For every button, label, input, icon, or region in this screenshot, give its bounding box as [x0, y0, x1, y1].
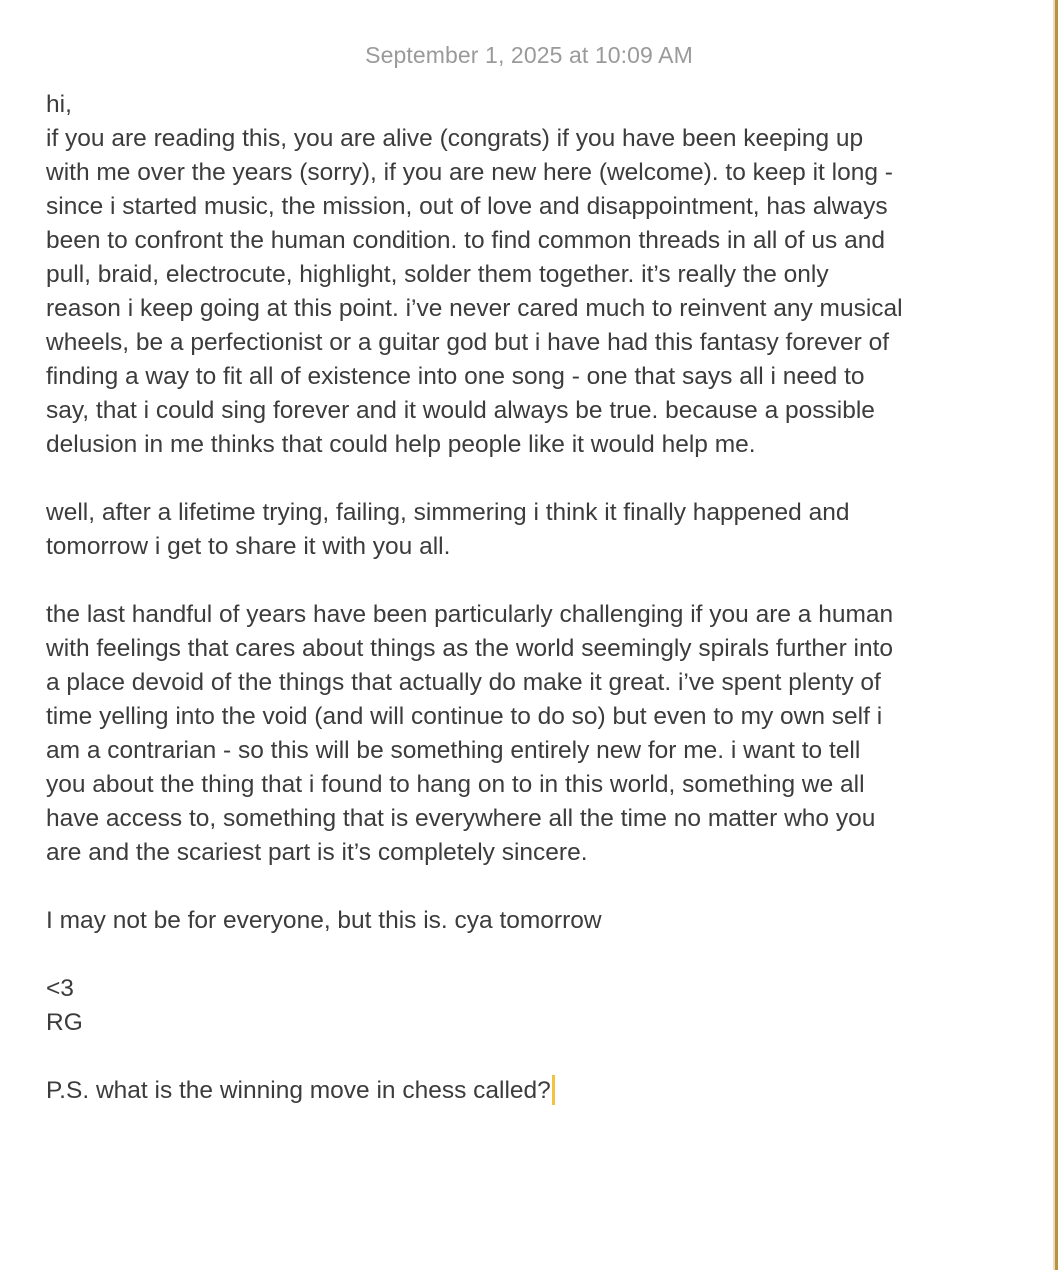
postscript-text: P.S. what is the winning move in chess called? — [46, 1077, 551, 1104]
signoff-heart: <3 — [46, 975, 74, 1002]
note-line: finding a way to fit all of existence into one song - one that says all i need to — [46, 363, 865, 390]
note-line: the last handful of years have been particularly challenging if you are a human — [46, 601, 894, 628]
note-line: been to confront the human condition. to find common threads in all of us and — [46, 227, 885, 254]
note-line: have access to, something that is everywhere all the time no matter who you — [46, 805, 876, 832]
note-paragraph-3 — [46, 598, 1021, 870]
note-line: time yelling into the void (and will continue to do so) but even to my own self i — [46, 703, 883, 730]
text-cursor — [552, 1075, 555, 1105]
note-editor[interactable] — [46, 88, 1021, 1108]
note-timestamp: September 1, 2025 at 10:09 AM — [365, 42, 693, 68]
note-line: pull, braid, electrocute, highlight, solder them together. it’s really the only — [46, 261, 829, 288]
note-line: wheels, be a perfectionist or a guitar god but i have had this fantasy forever of — [46, 329, 890, 356]
blank-line — [46, 1040, 1021, 1074]
note-line: reason i keep going at this point. i’ve never cared much to reinvent any musical — [46, 295, 903, 322]
blank-line — [46, 564, 1021, 598]
signoff-name: RG — [46, 1009, 83, 1036]
note-line: if you are reading this, you are alive (congrats) if you have been keeping up — [46, 125, 864, 152]
note-greeting: hi, — [46, 91, 72, 118]
note-line: you about the thing that i found to hang on to in this world, something we all — [46, 771, 865, 798]
blank-line — [46, 870, 1021, 904]
blank-line — [46, 462, 1021, 496]
note-line: say, that i could sing forever and it would always be true. because a possible — [46, 397, 875, 424]
note-paragraph-4: I may not be for everyone, but this is. cya tomorrow — [46, 907, 602, 934]
note-line: are and the scariest part is it’s completely sincere. — [46, 839, 588, 866]
note-line: a place devoid of the things that actually do make it great. i’ve spent plenty of — [46, 669, 881, 696]
note-line: am a contrarian - so this will be something entirely new for me. i want to tell — [46, 737, 861, 764]
note-paragraph-2 — [46, 496, 1021, 564]
note-line: tomorrow i get to share it with you all. — [46, 533, 451, 560]
note-line: since i started music, the mission, out of love and disappointment, has always — [46, 193, 888, 220]
note-line: well, after a lifetime trying, failing, simmering i think it finally happened and — [46, 499, 850, 526]
note-line: delusion in me thinks that could help people like it would help me. — [46, 431, 756, 458]
blank-line — [46, 938, 1021, 972]
note-line: with me over the years (sorry), if you are new here (welcome). to keep it long - — [46, 159, 893, 186]
note-line: with feelings that cares about things as the world seemingly spirals further into — [46, 635, 894, 662]
postscript-line — [46, 1074, 1021, 1108]
note-paragraph-1 — [46, 122, 1021, 462]
